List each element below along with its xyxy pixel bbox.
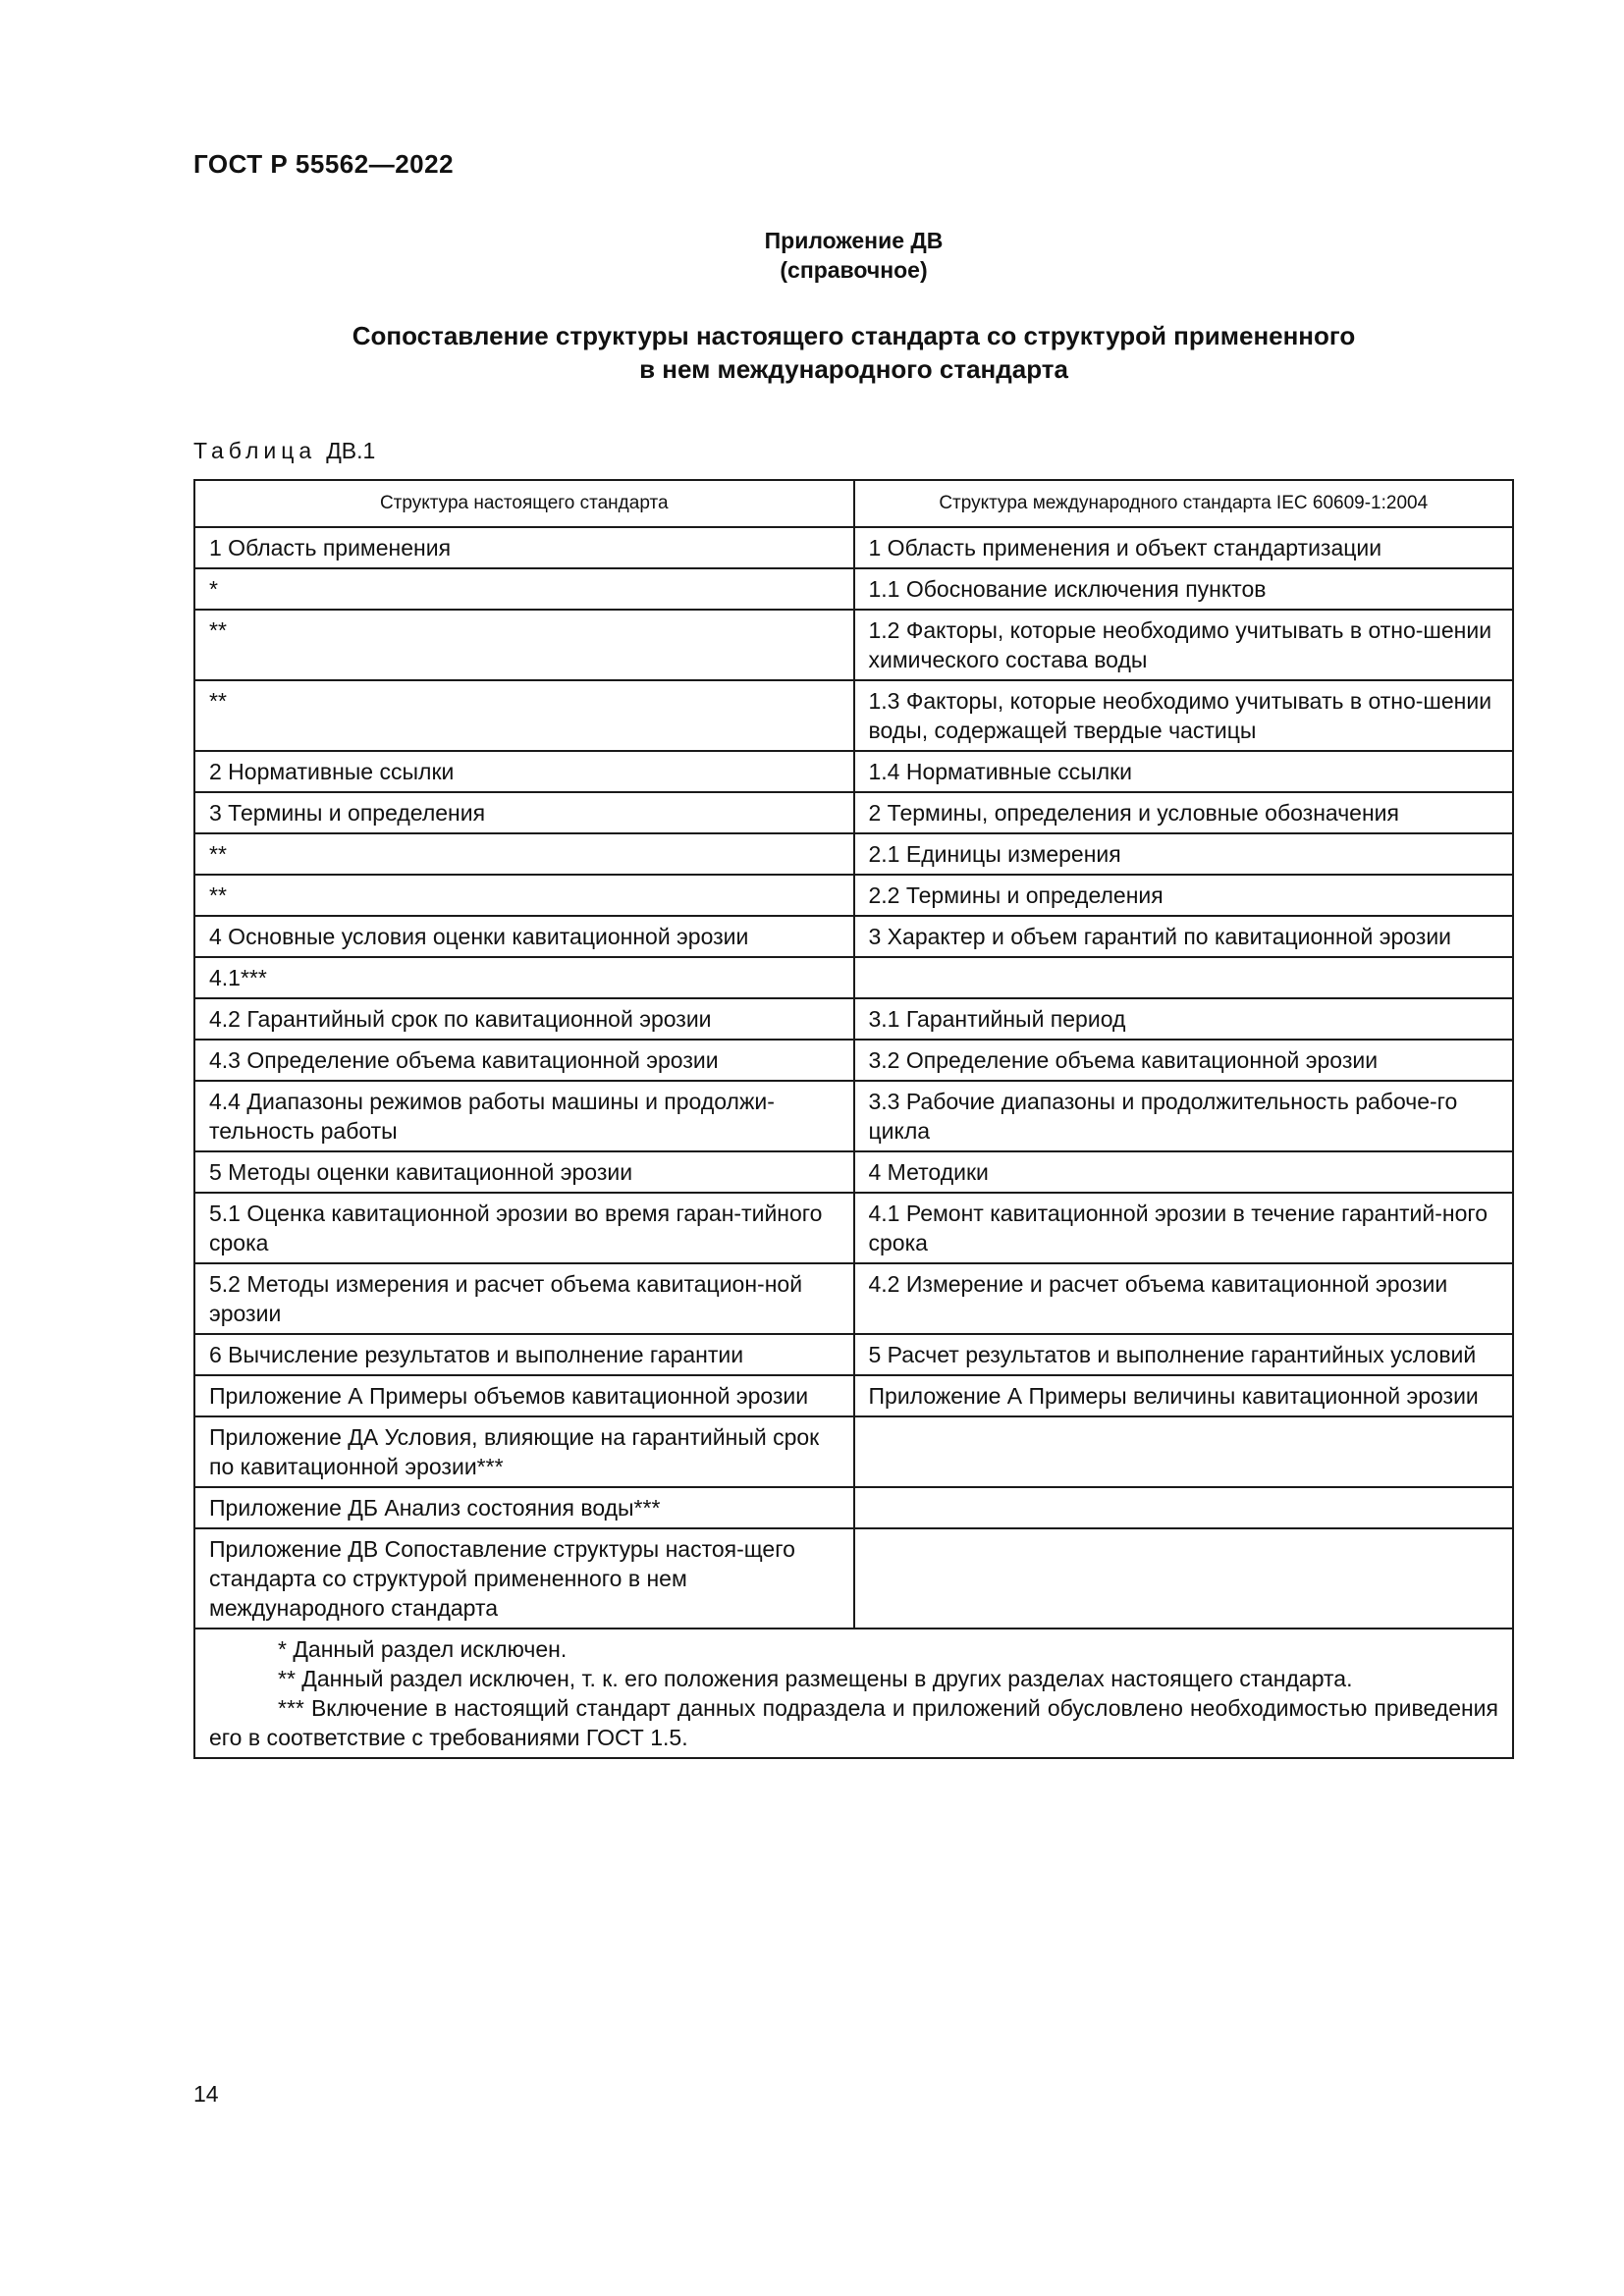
international-structure-cell: 1.3 Факторы, которые необходимо учитывать в отно-шении воды, содержащей твердые частицы bbox=[854, 680, 1514, 751]
international-structure-cell bbox=[854, 1487, 1514, 1528]
table-row bbox=[194, 751, 1513, 792]
national-structure-cell: Приложение ДБ Анализ состояния воды*** bbox=[194, 1487, 854, 1528]
table-row bbox=[194, 1416, 1513, 1487]
national-structure-cell: 5 Методы оценки кавитационной эрозии bbox=[194, 1151, 854, 1193]
national-structure-cell: 4.4 Диапазоны режимов работы машины и продолжи-тельность работы bbox=[194, 1081, 854, 1151]
table-row bbox=[194, 1487, 1513, 1528]
international-structure-cell bbox=[854, 957, 1514, 998]
international-structure-cell: 1 Область применения и объект стандартизации bbox=[854, 527, 1514, 568]
annex-main-title-line-2: в нем международного стандарта bbox=[639, 354, 1068, 384]
table-row bbox=[194, 792, 1513, 833]
annex-type: (справочное) bbox=[780, 257, 928, 283]
table-note-2: ** Данный раздел исключен, т. к. его положения размещены в других разделах настоящего стандарта. bbox=[278, 1666, 1353, 1691]
international-structure-cell bbox=[854, 1528, 1514, 1629]
national-structure-cell: Приложение ДА Условия, влияющие на гарантийный срок по кавитационной эрозии*** bbox=[194, 1416, 854, 1487]
table-caption-label: Таблица bbox=[193, 438, 317, 463]
annex-main-title bbox=[0, 319, 1624, 386]
table-row bbox=[194, 916, 1513, 957]
international-structure-cell: 2.1 Единицы измерения bbox=[854, 833, 1514, 875]
international-structure-cell: 1.1 Обоснование исключения пунктов bbox=[854, 568, 1514, 610]
table-row bbox=[194, 1263, 1513, 1334]
national-structure-cell: ** bbox=[194, 833, 854, 875]
table-header-row bbox=[194, 480, 1513, 527]
column-header-national: Структура настоящего стандарта bbox=[194, 480, 854, 527]
international-structure-cell: 3.3 Рабочие диапазоны и продолжительность рабоче-го цикла bbox=[854, 1081, 1514, 1151]
national-structure-cell: 4.3 Определение объема кавитационной эрозии bbox=[194, 1040, 854, 1081]
national-structure-cell: 3 Термины и определения bbox=[194, 792, 854, 833]
national-structure-cell: Приложение ДВ Сопоставление структуры настоя-щего стандарта со структурой примененного в нем международного стандарта bbox=[194, 1528, 854, 1629]
international-structure-cell: 3.1 Гарантийный период bbox=[854, 998, 1514, 1040]
table-row bbox=[194, 1193, 1513, 1263]
national-structure-cell: * bbox=[194, 568, 854, 610]
document-code: ГОСТ Р 55562—2022 bbox=[193, 149, 455, 179]
table-row bbox=[194, 1375, 1513, 1416]
table-row bbox=[194, 1528, 1513, 1629]
table-row bbox=[194, 957, 1513, 998]
table-row bbox=[194, 833, 1513, 875]
page-number: 14 bbox=[193, 2081, 219, 2107]
annex-main-title-line-1: Сопоставление структуры настоящего стандарта со структурой примененного bbox=[352, 321, 1356, 350]
national-structure-cell: 1 Область применения bbox=[194, 527, 854, 568]
table-notes-row bbox=[194, 1629, 1513, 1758]
international-structure-cell: 4.2 Измерение и расчет объема кавитационной эрозии bbox=[854, 1263, 1514, 1334]
national-structure-cell: 5.1 Оценка кавитационной эрозии во время гаран-тийного срока bbox=[194, 1193, 854, 1263]
table-row bbox=[194, 1334, 1513, 1375]
annex-title: Приложение ДВ bbox=[764, 228, 944, 253]
national-structure-cell: Приложение А Примеры объемов кавитационной эрозии bbox=[194, 1375, 854, 1416]
international-structure-cell: 3 Характер и объем гарантий по кавитационной эрозии bbox=[854, 916, 1514, 957]
national-structure-cell: 4.2 Гарантийный срок по кавитационной эрозии bbox=[194, 998, 854, 1040]
national-structure-cell: 2 Нормативные ссылки bbox=[194, 751, 854, 792]
national-structure-cell: 4 Основные условия оценки кавитационной эрозии bbox=[194, 916, 854, 957]
comparison-table bbox=[193, 479, 1514, 1759]
column-header-international: Структура международного стандарта IEC 60609-1:2004 bbox=[854, 480, 1514, 527]
national-structure-cell: ** bbox=[194, 610, 854, 680]
table-note-3: *** Включение в настоящий стандарт данных подраздела и приложений обусловлено необходимостью приведения его в соответствие с требованиями ГОСТ 1.5. bbox=[209, 1695, 1498, 1750]
international-structure-cell: 4.1 Ремонт кавитационной эрозии в течение гарантий-ного срока bbox=[854, 1193, 1514, 1263]
table-caption bbox=[193, 438, 375, 464]
national-structure-cell: ** bbox=[194, 875, 854, 916]
international-structure-cell: Приложение А Примеры величины кавитационной эрозии bbox=[854, 1375, 1514, 1416]
international-structure-cell: 1.4 Нормативные ссылки bbox=[854, 751, 1514, 792]
table-row bbox=[194, 1040, 1513, 1081]
table-row bbox=[194, 568, 1513, 610]
international-structure-cell: 1.2 Факторы, которые необходимо учитывать в отно-шении химического состава воды bbox=[854, 610, 1514, 680]
international-structure-cell: 4 Методики bbox=[854, 1151, 1514, 1193]
international-structure-cell: 2.2 Термины и определения bbox=[854, 875, 1514, 916]
annex-heading bbox=[0, 226, 1624, 285]
national-structure-cell: ** bbox=[194, 680, 854, 751]
table-note-1: * Данный раздел исключен. bbox=[278, 1636, 568, 1662]
international-structure-cell: 2 Термины, определения и условные обозначения bbox=[854, 792, 1514, 833]
table-row bbox=[194, 610, 1513, 680]
table-caption-id: ДВ.1 bbox=[326, 438, 376, 463]
national-structure-cell: 6 Вычисление результатов и выполнение гарантии bbox=[194, 1334, 854, 1375]
international-structure-cell bbox=[854, 1416, 1514, 1487]
table-row bbox=[194, 680, 1513, 751]
table-row bbox=[194, 1081, 1513, 1151]
table-row bbox=[194, 1151, 1513, 1193]
table-row bbox=[194, 998, 1513, 1040]
table-row bbox=[194, 527, 1513, 568]
national-structure-cell: 5.2 Методы измерения и расчет объема кавитацион-ной эрозии bbox=[194, 1263, 854, 1334]
table-notes bbox=[194, 1629, 1513, 1758]
table-row bbox=[194, 875, 1513, 916]
international-structure-cell: 3.2 Определение объема кавитационной эрозии bbox=[854, 1040, 1514, 1081]
national-structure-cell: 4.1*** bbox=[194, 957, 854, 998]
international-structure-cell: 5 Расчет результатов и выполнение гарантийных условий bbox=[854, 1334, 1514, 1375]
